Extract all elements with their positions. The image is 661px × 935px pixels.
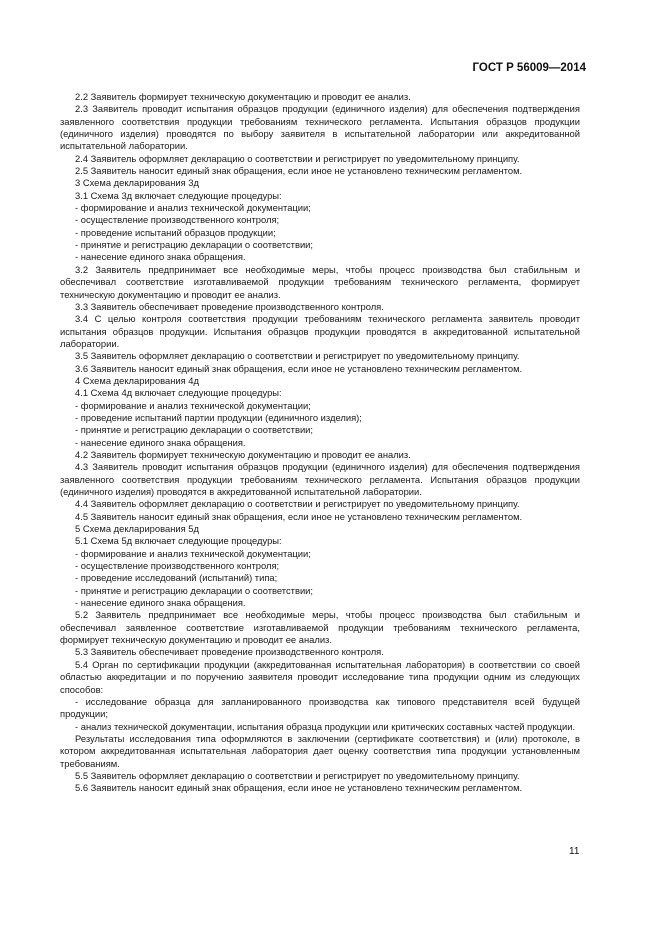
paragraph: 2.3 Заявитель проводит испытания образцов продукции (единичного изделия) для обеспечения подтверждения заявленного соответствия продукции требованиям технического регламента. Испытания образцов продукции (единичного изделия) проводятся по выбору заявителя в испытательной лаборатории или аккредитованной испытательной лаборатории. xyxy=(60,103,580,152)
paragraph: 4.4 Заявитель оформляет декларацию о соответствии и регистрирует по уведомительному принципу. xyxy=(75,498,520,510)
paragraph: Результаты исследования типа оформляются в заключении (сертификате соответствия) и (или) протоколе, в котором аккредитованная испытательная лаборатория дает оценку соответствия типа продукции установленным требованиям. xyxy=(60,732,580,769)
document-header: ГОСТ Р 56009—2014 xyxy=(472,62,586,74)
list-item: - принятие и регистрацию декларации о соответствии; xyxy=(75,424,314,436)
list-item: - проведение исследований (испытаний) типа; xyxy=(75,572,278,584)
section-heading: 4 Схема декларирования 4д xyxy=(75,374,199,386)
paragraph: 5.3 Заявитель обеспечивает проведение производственного контроля. xyxy=(75,646,384,658)
paragraph: 3.1 Схема 3д включает следующие процедуры: xyxy=(75,189,282,201)
list-item: - нанесение единого знака обращения. xyxy=(75,436,246,448)
section-heading: 3 Схема декларирования 3д xyxy=(75,177,199,189)
list-item: - осуществление производственного контроля; xyxy=(75,214,280,226)
list-item: - формирование и анализ технической документации; xyxy=(75,399,311,411)
list-item: - проведение испытаний партии продукции (единичного изделия); xyxy=(75,411,362,423)
list-item: - проведение испытаний образцов продукции; xyxy=(75,226,276,238)
paragraph: 5.1 Схема 5д включает следующие процедуры: xyxy=(75,535,282,547)
paragraph: 2.5 Заявитель наносит единый знак обращения, если иное не установлено техническим регламентом. xyxy=(75,165,523,177)
document-body xyxy=(60,91,580,795)
list-item: - формирование и анализ технической документации; xyxy=(75,547,311,559)
paragraph: 4.5 Заявитель наносит единый знак обращения, если иное не установлено техническим регламентом. xyxy=(75,510,523,522)
paragraph: 3.3 Заявитель обеспечивает проведение производственного контроля. xyxy=(75,300,384,312)
page-number: 11 xyxy=(569,846,580,857)
paragraph: 5.2 Заявитель предпринимает все необходимые меры, чтобы процесс производства был стабильным и обеспечивал заявленное соответствие изготавливаемой продукции требованиям технического регламента, формирует техническую документацию и проводит ее анализ. xyxy=(60,609,580,646)
list-item: - принятие и регистрацию декларации о соответствии; xyxy=(75,239,314,251)
list-item: - исследование образца для запланированного производства как типового представителя всей будущей продукции; xyxy=(60,695,580,720)
list-item: - анализ технической документации, испытания образца продукции или критических составных частей продукции. xyxy=(75,720,576,732)
list-item: - формирование и анализ технической документации; xyxy=(75,202,311,214)
paragraph: 5.5 Заявитель оформляет декларацию о соответствии и регистрирует по уведомительному принципу. xyxy=(75,769,520,781)
paragraph: 5.6 Заявитель наносит единый знак обращения, если иное не установлено техническим регламентом. xyxy=(75,782,523,794)
list-item: - принятие и регистрацию декларации о соответствии; xyxy=(75,584,314,596)
paragraph: 5.4 Орган по сертификации продукции (аккредитованная испытательная лаборатория) в соответствии со своей областью аккредитации и по поручению заявителя проводит исследование типа продукции одним из следующих способов: xyxy=(60,658,580,695)
section-heading: 5 Схема декларирования 5д xyxy=(75,523,199,535)
list-item: - нанесение единого знака обращения. xyxy=(75,251,246,263)
paragraph: 4.3 Заявитель проводит испытания образцов продукции (единичного изделия) для обеспечения подтверждения заявленного соответствия продукции требованиям технического регламента. Испытания образцов продукции (единичного изделия) проводятся в аккредитованной испытательной лаборатории. xyxy=(60,461,580,497)
paragraph: 2.2 Заявитель формирует техническую документацию и проводит ее анализ. xyxy=(75,91,411,102)
paragraph: 3.6 Заявитель наносит единый знак обращения, если иное не установлено техническим регламентом. xyxy=(75,362,523,374)
paragraph: 3.2 Заявитель предпринимает все необходимые меры, чтобы процесс производства был стабильным и обеспечивал соответствие изготавливаемой продукции требованиям технического регламента, формирует техническую документацию и проводит ее анализ. xyxy=(60,263,580,300)
paragraph: 4.2 Заявитель формирует техническую документацию и проводит ее анализ. xyxy=(75,448,411,460)
paragraph: 4.1 Схема 4д включает следующие процедуры: xyxy=(75,387,282,399)
paragraph: 3.5 Заявитель оформляет декларацию о соответствии и регистрирует по уведомительному принципу. xyxy=(75,350,520,362)
paragraph: 3.4 С целью контроля соответствия продукции требованиям технического регламента заявитель проводит испытания образцов продукции. Испытания образцов продукции проводятся в аккредитованной испытательной лаборатории. xyxy=(60,313,580,349)
list-item: - осуществление производственного контроля; xyxy=(75,560,280,572)
paragraph: 2.4 Заявитель оформляет декларацию о соответствии и регистрирует по уведомительному принципу. xyxy=(75,152,520,164)
list-item: - нанесение единого знака обращения. xyxy=(75,597,246,609)
